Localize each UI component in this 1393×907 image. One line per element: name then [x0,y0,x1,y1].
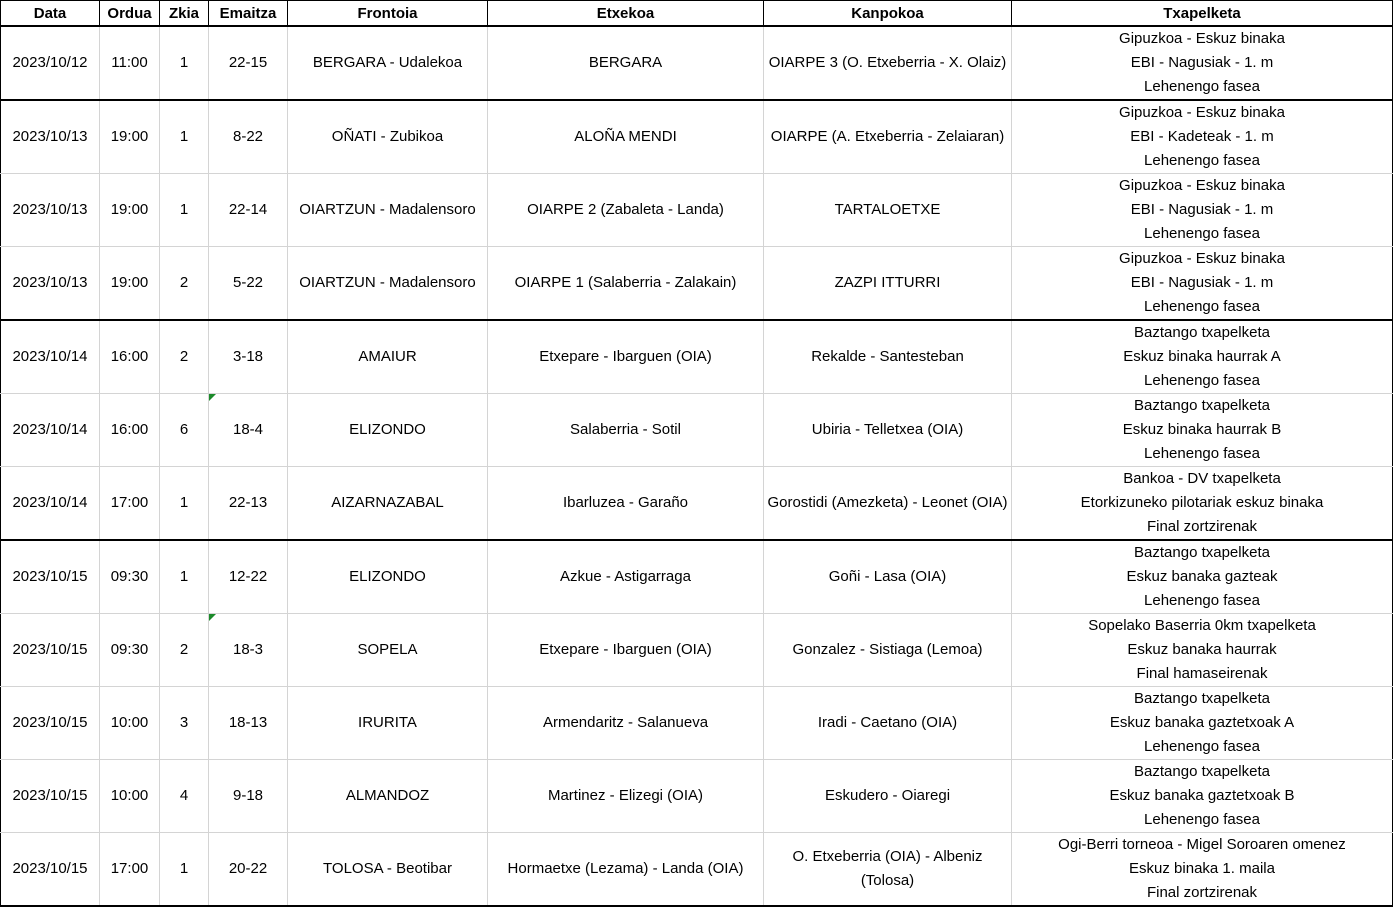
away-team-text: Rekalde - Santesteban [811,348,964,365]
competition-cell[interactable] [1012,687,1393,760]
date-text: 2023/10/13 [12,274,88,291]
home-team-cell[interactable] [488,174,764,247]
date-cell[interactable] [1,247,100,321]
col-header-emaitza[interactable]: Emaitza [209,1,288,27]
date-text: 2023/10/15 [12,860,88,877]
competition-line: Final hamaseirenak [1136,665,1268,682]
time-text: 19:00 [110,201,149,218]
result-cell[interactable] [209,467,288,541]
result-text: 8-22 [232,128,264,145]
number-cell[interactable] [160,247,209,321]
time-cell[interactable] [100,540,160,614]
home-team-cell[interactable] [488,687,764,760]
table-row [1,614,1393,687]
result-text: 3-18 [232,348,264,365]
date-cell[interactable] [1,394,100,467]
date-text: 2023/10/15 [12,641,88,658]
number-text: 6 [179,421,189,438]
home-team-text: Ibarluzea - Garaño [562,494,689,511]
competition-cell[interactable] [1012,614,1393,687]
home-team-cell[interactable] [488,26,764,100]
competition-cell[interactable] [1012,174,1393,247]
result-cell[interactable] [209,394,288,467]
competition-line: Lehenengo fasea [1144,372,1260,389]
competition-cell[interactable] [1012,394,1393,467]
away-team-cell[interactable] [764,540,1012,614]
table-row [1,320,1393,394]
home-team-text: OIARPE 2 (Zabaleta - Landa) [527,201,724,218]
result-cell[interactable] [209,174,288,247]
competition-line: Gipuzkoa - Eskuz binaka [1119,30,1285,47]
number-text: 4 [179,787,189,804]
home-team-text: Etxepare - Ibarguen (OIA) [539,348,712,365]
number-cell[interactable] [160,320,209,394]
home-team-text: Azkue - Astigarraga [560,568,691,585]
time-cell[interactable] [100,760,160,833]
time-text: 19:00 [110,274,149,291]
competition-line: Etorkizuneko pilotariak eskuz binaka [1080,494,1324,511]
result-text: 12-22 [228,568,268,585]
date-text: 2023/10/12 [12,54,88,71]
result-cell[interactable] [209,833,288,907]
col-header-zkia[interactable]: Zkia [160,1,209,27]
away-team-cell[interactable] [764,833,1012,907]
away-team-text: OIARPE 3 (O. Etxeberria - X. Olaiz) [768,54,1007,71]
number-text: 3 [179,714,189,731]
competition-line: Baztango txapelketa [1134,397,1270,414]
competition-line: Eskuz binaka haurrak B [1122,421,1282,438]
number-cell[interactable] [160,760,209,833]
competition-line: EBI - Nagusiak - 1. m [1130,54,1274,71]
date-text: 2023/10/15 [12,787,88,804]
fronton-cell[interactable] [288,394,488,467]
competition-cell[interactable] [1012,26,1393,100]
competition-line: Lehenengo fasea [1144,811,1260,828]
result-text: 9-18 [232,787,264,804]
home-team-text: Armendaritz - Salanueva [542,714,709,731]
number-cell[interactable] [160,26,209,100]
date-cell[interactable] [1,100,100,174]
number-cell[interactable] [160,100,209,174]
number-text: 1 [179,494,189,511]
date-cell[interactable] [1,320,100,394]
fronton-text: AIZARNAZABAL [331,494,444,511]
time-cell[interactable] [100,467,160,541]
number-cell[interactable] [160,540,209,614]
home-team-cell[interactable] [488,320,764,394]
away-team-text: OIARPE (A. Etxeberria - Zelaiaran) [770,128,1005,145]
time-text: 10:00 [110,787,149,804]
away-team-text: Gonzalez - Sistiaga (Lemoa) [792,641,983,658]
competition-line: Lehenengo fasea [1144,445,1260,462]
col-header-etxekoa[interactable]: Etxekoa [488,1,764,27]
home-team-text: OIARPE 1 (Salaberria - Zalakain) [514,274,737,291]
number-text: 2 [179,641,189,658]
away-team-cell[interactable] [764,100,1012,174]
competition-line: Eskuz binaka haurrak A [1123,348,1281,365]
time-cell[interactable] [100,687,160,760]
time-cell[interactable] [100,320,160,394]
number-cell[interactable] [160,174,209,247]
away-team-cell[interactable] [764,467,1012,541]
number-cell[interactable] [160,394,209,467]
away-team-text: Gorostidi (Amezketa) - Leonet (OIA) [767,494,1008,511]
header-row [1,1,1393,27]
home-team-text: Salaberria - Sotil [570,421,681,438]
competition-cell[interactable] [1012,760,1393,833]
away-team-text: TARTALOETXE [834,201,941,218]
time-cell[interactable] [100,394,160,467]
home-team-cell[interactable] [488,614,764,687]
competition-cell[interactable] [1012,100,1393,174]
time-cell[interactable] [100,174,160,247]
home-team-text: Hormaetxe (Lezama) - Landa (OIA) [507,860,744,877]
competition-line: Eskuz binaka 1. maila [1129,860,1275,877]
col-header-frontoia[interactable]: Frontoia [288,1,488,27]
competition-line: Lehenengo fasea [1144,592,1260,609]
time-text: 16:00 [110,348,149,365]
fronton-cell[interactable] [288,320,488,394]
competition-cell[interactable] [1012,320,1393,394]
time-cell[interactable] [100,26,160,100]
away-team-text: O. Etxeberria (OIA) - Albeniz (Tolosa) [792,848,983,889]
away-team-cell[interactable] [764,760,1012,833]
date-cell[interactable] [1,174,100,247]
number-text: 1 [179,128,189,145]
time-cell[interactable] [100,247,160,321]
result-text: 18-3 [232,641,264,658]
competition-line: Baztango txapelketa [1134,544,1270,561]
date-text: 2023/10/13 [12,128,88,145]
number-text: 1 [179,860,189,877]
fronton-text: ALMANDOZ [345,787,430,804]
table-row [1,760,1393,833]
result-cell[interactable] [209,320,288,394]
fronton-cell[interactable] [288,833,488,907]
number-text: 1 [179,54,189,71]
time-cell[interactable] [100,614,160,687]
fronton-text: AMAIUR [358,348,417,365]
away-team-cell[interactable] [764,174,1012,247]
result-cell[interactable] [209,687,288,760]
number-cell[interactable] [160,467,209,541]
time-cell[interactable] [100,833,160,907]
competition-line: Eskuz banaka haurrak [1127,641,1277,658]
competition-line: Baztango txapelketa [1134,763,1270,780]
time-text: 17:00 [110,494,149,511]
away-team-text: Eskudero - Oiaregi [824,787,951,804]
result-text: 5-22 [232,274,264,291]
competition-line: Baztango txapelketa [1134,324,1270,341]
table-row [1,687,1393,760]
number-text: 2 [179,348,189,365]
table-row [1,174,1393,247]
competition-line: Gipuzkoa - Eskuz binaka [1119,250,1285,267]
competition-line: Eskuz banaka gaztetxoak B [1109,787,1295,804]
result-text: 18-4 [232,421,264,438]
home-team-text: Martinez - Elizegi (OIA) [547,787,704,804]
competition-line: Lehenengo fasea [1144,225,1260,242]
time-cell[interactable] [100,100,160,174]
table-row [1,467,1393,541]
number-text: 1 [179,201,189,218]
result-text: 22-14 [228,201,268,218]
competition-line: Sopelako Baserria 0km txapelketa [1088,617,1316,634]
date-cell[interactable] [1,26,100,100]
competition-cell[interactable] [1012,833,1393,907]
away-team-cell[interactable] [764,320,1012,394]
date-cell[interactable] [1,540,100,614]
away-team-cell[interactable] [764,614,1012,687]
competition-line: Final zortzirenak [1146,518,1258,535]
away-team-cell[interactable] [764,247,1012,321]
home-team-cell[interactable] [488,394,764,467]
competition-line: Gipuzkoa - Eskuz binaka [1119,104,1285,121]
table-row [1,100,1393,174]
home-team-cell[interactable] [488,760,764,833]
fronton-text: BERGARA - Udalekoa [312,54,463,71]
number-text: 1 [179,568,189,585]
competition-line: EBI - Nagusiak - 1. m [1130,201,1274,218]
time-text: 11:00 [111,54,148,71]
home-team-text: ALOÑA MENDI [574,128,677,145]
date-cell[interactable] [1,467,100,541]
fronton-cell[interactable] [288,26,488,100]
home-team-text: Etxepare - Ibarguen (OIA) [539,641,712,658]
table-row [1,394,1393,467]
competition-line: Final zortzirenak [1146,884,1258,901]
competition-line: Gipuzkoa - Eskuz binaka [1119,177,1285,194]
comment-indicator-icon[interactable] [209,394,216,401]
date-cell[interactable] [1,833,100,907]
away-team-text: ZAZPI ITTURRI [834,274,941,291]
result-text: 22-15 [228,54,268,71]
time-text: 19:00 [110,128,149,145]
fronton-cell[interactable] [288,467,488,541]
competition-line: Ogi-Berri torneoa - Migel Soroaren omenez [1058,836,1346,853]
result-text: 22-13 [228,494,268,511]
col-header-txapelketa[interactable]: Txapelketa [1012,1,1393,27]
fronton-text: SOPELA [357,641,418,658]
number-cell[interactable] [160,687,209,760]
home-team-cell[interactable] [488,833,764,907]
col-header-data[interactable]: Data [1,1,100,27]
date-cell[interactable] [1,687,100,760]
competition-cell[interactable] [1012,247,1393,321]
competition-line: Lehenengo fasea [1144,298,1260,315]
time-text: 16:00 [110,421,149,438]
home-team-text: BERGARA [588,54,663,71]
competition-line: Lehenengo fasea [1144,152,1260,169]
time-text: 09:30 [110,568,149,585]
away-team-cell[interactable] [764,394,1012,467]
date-text: 2023/10/14 [12,421,88,438]
competition-line: Bankoa - DV txapelketa [1123,470,1281,487]
competition-line: Eskuz banaka gaztetxoak A [1109,714,1295,731]
fronton-text: IRURITA [358,714,417,731]
result-cell[interactable] [209,540,288,614]
fronton-cell[interactable] [288,760,488,833]
time-text: 10:00 [110,714,149,731]
table-row [1,26,1393,100]
col-header-kanpokoa[interactable]: Kanpokoa [764,1,1012,27]
table-row [1,247,1393,321]
competition-line: EBI - Kadeteak - 1. m [1130,128,1274,145]
date-text: 2023/10/15 [12,714,88,731]
fronton-text: OIARTZUN - Madalensoro [299,201,476,218]
date-cell[interactable] [1,760,100,833]
competition-line: EBI - Nagusiak - 1. m [1130,274,1274,291]
col-header-ordua[interactable]: Ordua [100,1,160,27]
comment-indicator-icon[interactable] [209,614,216,621]
time-text: 17:00 [110,860,149,877]
away-team-cell[interactable] [764,687,1012,760]
result-cell[interactable] [209,614,288,687]
fronton-text: ELIZONDO [349,421,426,438]
result-cell[interactable] [209,100,288,174]
fronton-cell[interactable] [288,687,488,760]
number-cell[interactable] [160,833,209,907]
home-team-cell[interactable] [488,247,764,321]
fronton-text: ELIZONDO [349,568,426,585]
fronton-text: OÑATI - Zubikoa [331,128,444,145]
date-text: 2023/10/14 [12,348,88,365]
result-text: 20-22 [228,860,268,877]
fronton-text: OIARTZUN - Madalensoro [299,274,476,291]
competition-cell[interactable] [1012,467,1393,541]
away-team-text: Ubiria - Telletxea (OIA) [811,421,964,438]
competition-line: Eskuz banaka gazteak [1126,568,1278,585]
away-team-text: Iradi - Caetano (OIA) [817,714,958,731]
date-text: 2023/10/13 [12,201,88,218]
competition-line: Baztango txapelketa [1134,690,1270,707]
table-row [1,540,1393,614]
fronton-cell[interactable] [288,100,488,174]
fronton-cell[interactable] [288,247,488,321]
away-team-text: Goñi - Lasa (OIA) [828,568,947,585]
competition-line: Lehenengo fasea [1144,78,1260,95]
number-text: 2 [179,274,189,291]
fronton-cell[interactable] [288,174,488,247]
fronton-cell[interactable] [288,614,488,687]
time-text: 09:30 [110,641,149,658]
fronton-text: TOLOSA - Beotibar [323,860,452,877]
away-team-cell[interactable] [764,26,1012,100]
date-cell[interactable] [1,614,100,687]
result-cell[interactable] [209,26,288,100]
competition-cell[interactable] [1012,540,1393,614]
number-cell[interactable] [160,614,209,687]
result-cell[interactable] [209,760,288,833]
date-text: 2023/10/14 [12,494,88,511]
home-team-cell[interactable] [488,540,764,614]
result-cell[interactable] [209,247,288,321]
date-text: 2023/10/15 [12,568,88,585]
home-team-cell[interactable] [488,100,764,174]
competition-line: Lehenengo fasea [1144,738,1260,755]
fronton-cell[interactable] [288,540,488,614]
result-text: 18-13 [228,714,268,731]
home-team-cell[interactable] [488,467,764,541]
table-row [1,833,1393,907]
